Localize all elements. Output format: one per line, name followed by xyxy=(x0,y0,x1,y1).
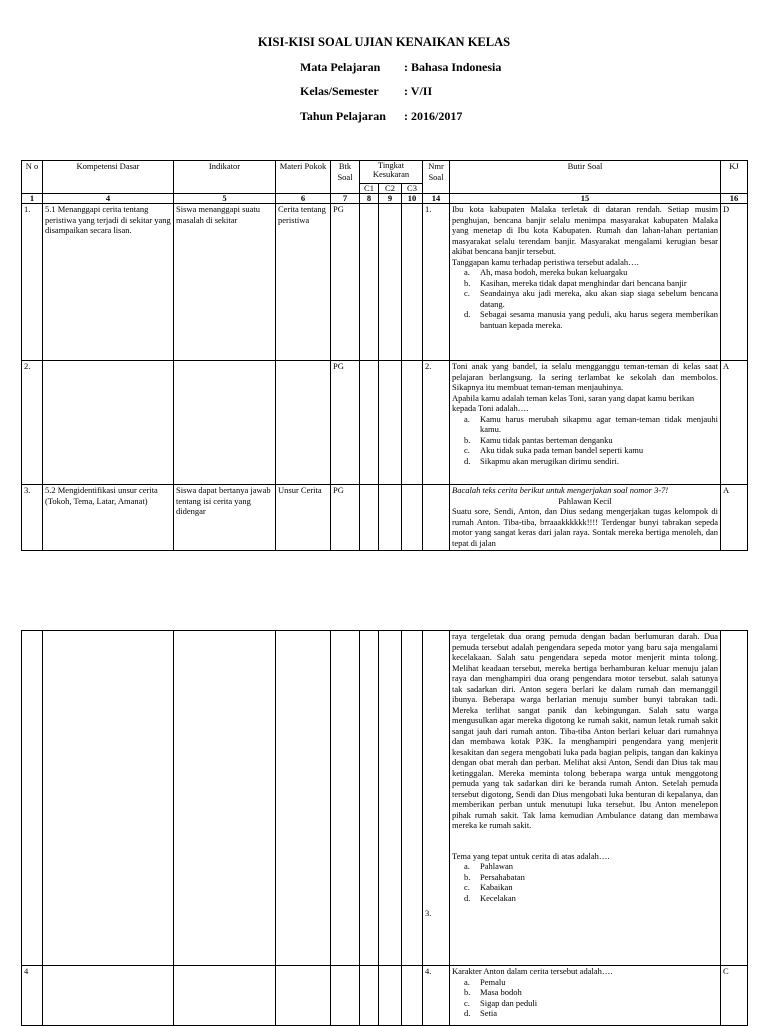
row-no: 2. xyxy=(22,361,43,485)
row-butir xyxy=(450,485,721,551)
question-prompt: Tanggapan kamu terhadap peristiwa tersebut adalah…. xyxy=(452,256,639,267)
option-list xyxy=(452,267,718,330)
option-item: b. Persahabatan xyxy=(464,871,525,882)
question-prompt: Karakter Anton dalam cerita tersebut adalah…. xyxy=(452,966,613,976)
option-list xyxy=(452,977,718,1019)
row-kj: A xyxy=(721,485,748,551)
row-kj: D xyxy=(721,204,748,361)
col-number: 5 xyxy=(174,194,276,204)
option-list xyxy=(452,414,718,467)
row-indikator: Siswa menanggapi suatu masalah di sekitar xyxy=(174,204,276,361)
col-kj: KJ xyxy=(721,161,748,194)
option-item: c. Seandainya aku jadi mereka, aku akan siap siaga sebelum bencana datang. xyxy=(464,288,718,309)
row-kompetensi: 5.2 Mengidentifikasi unsur cerita (Tokoh, Tema, Latar, Amanat) xyxy=(43,485,174,551)
table-row xyxy=(22,361,748,485)
option-item: a. Pemalu xyxy=(464,976,506,987)
col-number: 8 xyxy=(360,194,379,204)
col-number: 7 xyxy=(331,194,360,204)
question-text: Toni anak yang bandel, ia selalu mengganggu teman-teman di kelas saat pelajaran berlangsung. Ia sering terlambat ke sekolah dan membolos. Sikapnya itu membuat teman-teman menjauhinya. xyxy=(452,361,718,392)
table-row xyxy=(22,485,748,551)
row-butir xyxy=(450,361,721,485)
table-row xyxy=(22,631,748,966)
meta-label: Kelas/Semester xyxy=(300,84,379,98)
option-item: a. Ah, masa bodoh, mereka bukan keluargaku xyxy=(464,267,628,277)
story-text: Suatu sore, Sendi, Anton, dan Dius sedang mengerjakan tugas kelompok di rumah Anton. Tiba-tiba, brraaakkkkkk!!!! Terdengar bunyi tabrakan sepeda motor yang sangat keras dari jalan raya. Sontak mereka bertiga menoleh, dan tepat di jalan xyxy=(452,506,718,548)
option-item: c. Kabaikan xyxy=(464,882,513,892)
question-text: Ibu kota kabupaten Malaka terletak di dataran rendah. Setiap musim penghujan, bencana banjir selalu menimpa masyarakat kabupaten Malaka yang menetap di Ibu kota Kabupaten. Rumah dan lahan-lahan pertanian masyarakat selalu terendam banjir. Masyarakat mengalami kerugian besar akibat bencana banjir tersebut. xyxy=(452,204,718,256)
kisi-kisi-table-continued xyxy=(21,630,748,1026)
option-item: b. Kamu tidak pantas berteman denganku xyxy=(464,434,613,445)
column-number-row xyxy=(22,194,748,204)
row-nmr: 1. xyxy=(423,204,450,361)
option-item: d. Sikapmu akan merugikan dirimu sendiri. xyxy=(464,455,620,466)
option-item: d. Kecelakan xyxy=(464,892,516,903)
option-item: b. Masa bodoh xyxy=(464,987,522,997)
col-materi: Materi Pokok xyxy=(276,161,331,194)
col-tingkat: Tingkat Kesukaran xyxy=(360,161,423,184)
option-item: c. Sigap dan peduli xyxy=(464,997,538,1008)
row-btk: PG xyxy=(331,204,360,361)
row-kj: A xyxy=(721,361,748,485)
meta-value: : Bahasa Indonesia xyxy=(404,60,502,74)
row-butir xyxy=(450,966,721,1026)
col-indikator: Indikator xyxy=(174,161,276,194)
option-item: a. Kamu harus merubah sikapmu agar teman-teman tidak menjauhi kamu. xyxy=(464,413,718,434)
col-number: 9 xyxy=(379,194,402,204)
meta-year xyxy=(300,109,462,124)
option-item: d. Sebagai sesama manusia yang peduli, aku harus segera memberikan bantuan kepada mereka. xyxy=(464,309,718,330)
option-list xyxy=(452,861,718,903)
option-item: c. Aku tidak suka pada teman bandel seperti kamu xyxy=(464,445,644,455)
col-number: 6 xyxy=(276,194,331,204)
col-number: 15 xyxy=(450,194,721,204)
question-prompt: Tema yang tepat untuk cerita di atas adalah…. xyxy=(452,850,610,861)
row-indikator: Siswa dapat bertanya jawab tentang isi cerita yang didengar xyxy=(174,485,276,551)
story-instruction: Bacalah teks cerita berikut untuk mengerjakan soal nomor 3-7! xyxy=(452,485,669,495)
header-row xyxy=(22,161,748,184)
col-butir: Butir Soal xyxy=(450,161,721,194)
col-kompetensi: Kompetensi Dasar xyxy=(43,161,174,194)
col-number: 1 xyxy=(22,194,43,204)
col-nmr: Nmr Soal xyxy=(423,161,450,194)
row-nmr: 2. xyxy=(423,361,450,485)
col-no: N o xyxy=(22,161,43,194)
col-number: 16 xyxy=(721,194,748,204)
meta-class xyxy=(300,84,432,99)
story-text: raya tergeletak dua orang pemuda dengan badan berlumuran darah. Dua pemuda tersebut adalah pengendara sepeda motor yang baru saja mengalami kecelakaan. Salah satu pengendara sepeda motor menjerit minta tolong. Melihat keadaan tersebut, mereka bertiga berhamburan keluar menuju jalan raya dan menghampiri dua orang pengendara motor tersebut. salah satunya tak sadarkan diri. Anton segera berlari ke dalam rumah dan memanggil ibunya. Beberapa warga berlarian menuju sumber bunyi tabrakan tadi. Mereka terlihat sangat panik dan kebingungan. Salah satu warga mengusulkan agar mereka digotong ke rumah sakit, namun letak rumah sakit sangat jauh dari rumah anton. Tiba-tiba Anton berlari keluar dari rumahnya dan membawa kotak P3K. Ia menghampiri pengendara yang menjerit kesakitan dan segera mengobati luka pada bagian pelipis, tangan dan kakinya dengan obat merah dan perban. Melihat aksi Anton, Sendi dan Dius tak mau ketinggalan. Mereka meminta tolong beberapa warga untuk menggotong pemuda yang tak sadarkan diri ke beranda rumah Anton. Setelah pemuda tersebut digotong, Sendi dan Dius mengobati luka benturan di kepalanya, dan memberikan perban untuk menutupi luka tersebut. Ibu Anton menelepon pihak rumah sakit. Tak lama kemudian Ambulance datang dan membawa mereka ke rumah sakit. xyxy=(452,631,718,830)
row-btk: PG xyxy=(331,361,360,485)
meta-value: : V/II xyxy=(404,84,433,98)
row-kj: C xyxy=(721,966,748,1026)
meta-subject xyxy=(300,60,501,75)
question-prompt: Apabila kamu adalah teman kelas Toni, saran yang dapat kamu berikan kepada Toni adalah…. xyxy=(452,392,695,413)
col-btk: Btk Soal xyxy=(331,161,360,194)
row-btk: PG xyxy=(331,485,360,551)
option-item: d. Setia xyxy=(464,1008,497,1018)
col-number: 10 xyxy=(402,194,423,204)
row-materi: Cerita tentang peristiwa xyxy=(276,204,331,361)
meta-label: Mata Pelajaran xyxy=(300,60,381,74)
col-c2: C2 xyxy=(379,184,402,194)
row-no: 4 xyxy=(22,966,43,1026)
document-title: KISI-KISI SOAL UJIAN KENAIKAN KELAS xyxy=(257,35,511,49)
meta-label: Tahun Pelajaran xyxy=(300,109,386,123)
table-row xyxy=(22,204,748,361)
col-c3: C3 xyxy=(402,184,423,194)
table-row xyxy=(22,966,748,1026)
col-number: 14 xyxy=(423,194,450,204)
row-nmr: 4. xyxy=(423,966,450,1026)
row-no: 1. xyxy=(22,204,43,361)
row-materi: Unsur Cerita xyxy=(276,485,331,551)
option-item: b. Kasihan, mereka tidak dapat menghindar dari bencana banjir xyxy=(464,277,687,288)
col-number: 4 xyxy=(43,194,174,204)
row-nmr: 3. xyxy=(423,631,450,966)
row-butir xyxy=(450,631,721,966)
kisi-kisi-table xyxy=(21,160,748,551)
col-c1: C1 xyxy=(360,184,379,194)
row-kompetensi: 5.1 Menanggapi cerita tentang peristiwa yang terjadi di sekitar yang disampaikan secara lisan. xyxy=(43,204,174,361)
story-title: Pahlawan Kecil xyxy=(558,495,612,506)
row-butir xyxy=(450,204,721,361)
option-item: a. Pahlawan xyxy=(464,861,514,871)
meta-value: : 2016/2017 xyxy=(404,109,463,123)
row-no: 3. xyxy=(22,485,43,551)
